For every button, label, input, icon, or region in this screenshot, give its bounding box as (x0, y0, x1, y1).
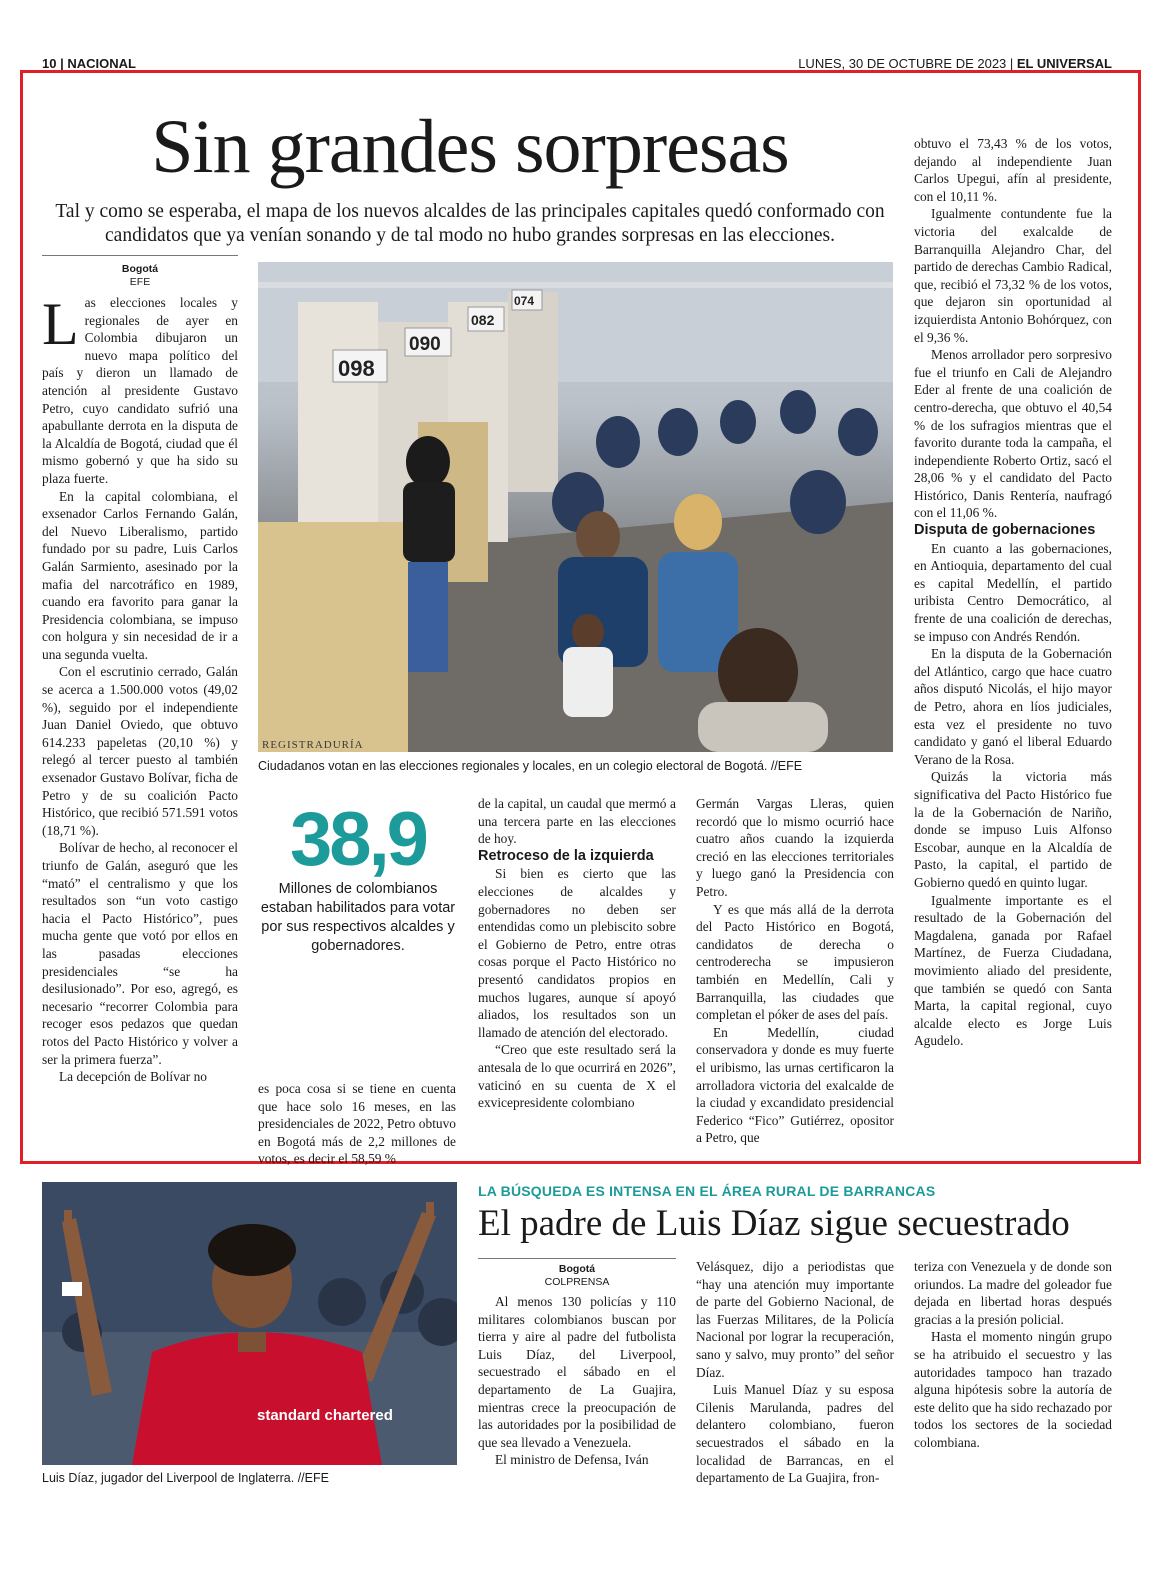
polling-station-photo (258, 262, 893, 752)
shirt-sponsor: standard chartered (257, 1407, 393, 1424)
booth-number-090: 090 (409, 334, 441, 355)
article-col-1: Las elecciones locales y regionales de ayer en Colombia dibujaron un nuevo mapa político del país y dieron un llamado de atención al presidente Gustavo Petro, cuyo candidato sufrió una apabullante derrota en la disputa de la Alcaldía de Bogotá, ciudad que él mismo gobernó y que ha sido su plaza fuerte. En la capital colombiana, el exsenador Carlos Fernando Galán, del Nuevo Liberalismo, partido fundado por su padre, Luis Carlos Galán Sarmiento, asesinado por la mafia del narcotráfico en 1989, cuando era favorito para ganar la Presidencia colombiana, se impuso con holgura y sin necesidad de ir a una segunda vuelta. Con el escrutinio cerrado, Galán se acerca a 1.500.000 votos (49,02 %), seguido por el independiente Juan Daniel Oviedo, que obtuvo 614.233 papeletas (20,10 %) y relegó al tercer puesto al también exsenador Gustavo Bolívar, ficha de Petro y de su coalición Pacto Histórico, que recibió 571.591 votos (18,71 %). Bolívar de hecho, al reconocer el triunfo de Galán, aseguró que les “mató” el centralismo y que los resultados son “un voto castigo hacia el Pacto Histórico”, pues mucha gente que votó por ellos en las pasadas elecciones presidenciales “se ha desilusionado”. Por eso, agregó, es necesario “recorrer Colombia para recoger esos pedazos que quedan rotos del Pacto Histórico y volver a ser la primera fuerza”. La decepción de Bolívar no (42, 291, 238, 1085)
photo2-illustration (42, 1182, 457, 1465)
main-deck: Tal y como se esperaba, el mapa de los nuevos alcaldes de las principales capitales quedó conformado con candidatos que ya venían sonando y de tal modo no hubo grandes sorpresas en las elecciones. (55, 201, 885, 246)
second-headline: El padre de Luis Díaz sigue secuestrado (478, 1203, 1070, 1244)
article-col-2: es poca cosa si se tiene en cuenta que hace solo 16 meses, en las presidenciales de 2022, Petro obtuvo en Bogotá más de 2,2 millones de votos, es decir el 58,59 % (258, 1081, 456, 1167)
article-col-5: obtuvo el 73,43 % de los votos, dejando al independiente Juan Carlos Upegui, afín al presidente, con el 10,11 %. Igualmente contundente fue la victoria del exalcalde de Barranquilla Alejandro Char, del partido de derechas Cambio Radical, que, recibió el 73,32 % de los votos, que dejaron sin oportunidad al izquierdista Antonio Bohórquez, con el 9,36 %. Menos arrollador pero sorpresivo fue el triunfo en Cali de Alejandro Eder al frente de una coalición de centro-derecha, que obtuvo el 40,54 % de los sufragios mientras que el favorito durante toda la campaña, el independiente Roberto Ortiz, sacó el 28,06 % y el candidato del Pacto Histórico, Danis Rentería, naufragó con el 11,06 %. Disputa de gobernaciones En cuanto a las gobernaciones, en Antioquia, departamento del cual es capital Medellín, el partido uribista Centro Democrático, al frente de una coalición de derechas, se impuso con Andrés Rendón. En la disputa de la Gobernación del Atlántico, cargo que hace cuatro años disputó Nicolás, el hijo mayor de Petro, ahora en líos judiciales, esta vez el presidente no tuvo candidato y ganó el liberal Eduardo Verano de la Rosa. Quizás la victoria más significativa del Pacto Histórico fue la de la Gobernación de Nariño, donde se impuso Luis Alfonso Escobar, aunque en la Alcaldía de Pasto, la capital, el partido de Gobierno quedó en quinto lugar. Igualmente importante es el resultado de la Gobernación del Magdalena, ganada por Rafael Martínez, de Fuerza Ciudadana, movimiento aliado del presidente, que también se quedó con Santa Marta, la capital regional, cuyo alcalde electo es Jorge Luis Agudelo. (914, 136, 1112, 1049)
booth-number-082: 082 (471, 312, 495, 328)
article-col-3: de la capital, un caudal que mermó a una tercera parte en las elecciones de hoy. Retroceso de la izquierda Si bien es cierto que las elecciones de alcaldes y gobernadores no deben ser entendidas como un plebiscito sobre el Gobierno de Petro, entre otras cosas porque el Pacto Histórico no presentó candidatos propios en muchos lugares, aunque sí apoyó aliados, los resultados son un llamado de atención del electorado. “Creo que este resultado será la antesala de lo que ocurrirá en 2026”, vaticinó en su cuenta de X el exvicepresidente colombiano (478, 796, 676, 1111)
dateline: Bogotá EFE (121, 263, 159, 288)
luis-diaz-photo (42, 1182, 457, 1465)
article-col-4: Germán Vargas Lleras, quien recordó que lo mismo ocurrió hace cuatro años cuando la izquierda creció en las elecciones territoriales y luego ganó la Presidencia con Petro. Y es que más allá de la derrota del Pacto Histórico en Bogotá, candidatos de derecha o centroderecha se impusieron también en Medellín, Cali y Barranquilla, las ciudades que completan el póker de ases del país. En Medellín, ciudad conservadora y donde es muy fuerte el uribismo, las urnas certificaron la arrolladora victoria del exalcalde de la ciudad y excandidato presidencial Federico “Fico” Gutiérrez, opositor a Petro, que (696, 796, 894, 1146)
photo-caption: Ciudadanos votan en las elecciones regionales y locales, en un colegio electoral de Bogotá. //EFE (258, 759, 803, 773)
dateline-2: Bogotá COLPRENSA (544, 1263, 610, 1288)
second-col-3: teriza con Venezuela y de donde son oriundos. La madre del goleador fue dejada en libertad horas después gracias a la presión policial. Hasta el momento ningún grupo se ha atribuido el secuestro y las autoridades tampoco han trazado alguna hipótesis sobre la autoría de este delito que ha sido rechazado por todos los sectores de la sociedad colombiana. (914, 1259, 1112, 1450)
kicker: LA BÚSQUEDA ES INTENSA EN EL ÁREA RURAL DE BARRANCAS (478, 1183, 936, 1199)
main-headline: Sin grandes sorpresas (151, 105, 789, 189)
dropcap: L (42, 291, 79, 357)
page-date: LUNES, 30 DE OCTUBRE DE 2023 | EL UNIVERSAL (798, 56, 1112, 71)
registraduria-label: REGISTRADURÍA (262, 739, 364, 751)
stat-number: 38,9 (290, 797, 426, 882)
second-col-1: Al menos 130 policías y 110 militares colombianos buscan por tierra y aire al padre del futbolista Luis Díaz, del Liverpool, secuestrado el sábado en el departamento de La Guajira, mientras crece la preocupación de las autoridades por la posibilidad de que sea llevado a Venezuela. El ministro de Defensa, Iván (478, 1294, 676, 1468)
subhead-retroceso: Retroceso de la izquierda (478, 847, 654, 864)
photo-illustration (258, 262, 893, 752)
booth-number-074: 074 (514, 294, 535, 308)
second-col-2: Velásquez, dijo a periodistas que “hay una atención muy importante de parte del Gobierno Nacional, de las Fuerzas Militares, de la Policía Nacional por lograr la recuperación, sano y salvo, muy pronto” del señor Díaz. Luis Manuel Díaz y su esposa Cilenis Marulanda, padres del delantero colombiano, fueron secuestrados el sábado en la localidad de Barrancas, en el departamento de La Guajira, fron- (696, 1259, 894, 1486)
booth-number-098: 098 (338, 356, 375, 381)
col1-rule (42, 255, 238, 256)
photo2-caption: Luis Díaz, jugador del Liverpool de Inglaterra. //EFE (42, 1471, 329, 1485)
col-rule-2 (478, 1258, 676, 1259)
subhead-gobernaciones: Disputa de gobernaciones (914, 522, 1096, 539)
stat-text: Millones de colombianos estaban habilitados para votar por sus respectivos alcaldes y gobernadores. (260, 881, 456, 954)
page-section: 10 | NACIONAL (42, 56, 136, 71)
